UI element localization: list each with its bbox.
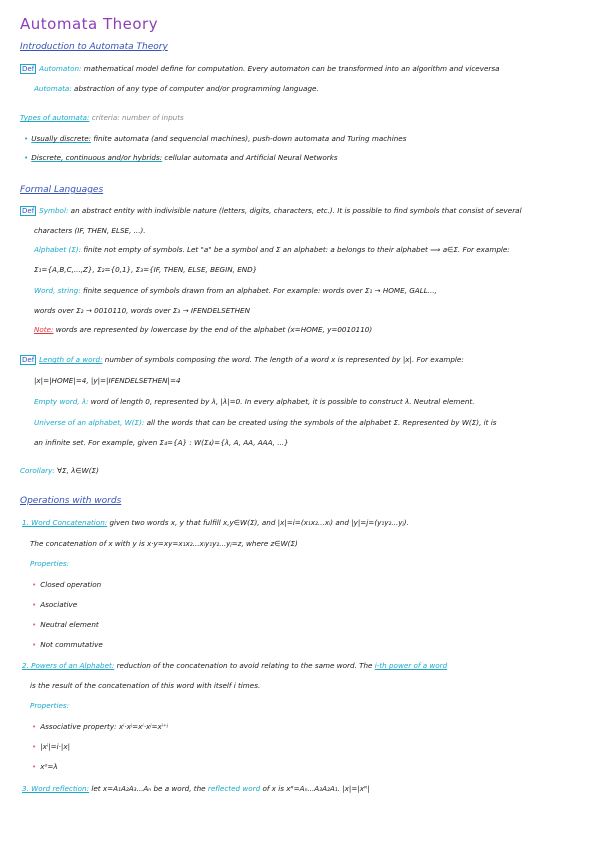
reflect-text2: of x is xᴿ=Aₙ...A₃A₂A₁. |x|=|xᴿ| [262, 784, 370, 793]
alphabet-definition [34, 245, 510, 255]
property-text: Closed operation [40, 580, 102, 589]
alphabet-examples: Σ₁={A,B,C,...,Z}, Σ₂={0,1}, Σ₃={IF, THEN, ELSE, BEGIN, END} [34, 265, 258, 274]
automata-text: abstraction of any type of computer and/or programming language. [74, 84, 319, 93]
types-bullet-1: • Usually discrete: finite automata (and sequencial machines), push-down automata and Turing machines [24, 134, 407, 143]
property-text: Neutral element [40, 620, 99, 629]
reflect-label: 3. Word reflection: [22, 784, 90, 793]
universe-label: Universe of an alphabet, W(Σ): [34, 418, 145, 427]
property-item: • |xⁱ|=i·|x| [32, 742, 71, 751]
automaton-text: mathematical model define for computation. Every automaton can be transformed into an algorithm and viceversa [83, 64, 500, 73]
note-text: words are represented by lowercase by the end of the alphabet (x=HOME, y=0010110) [55, 325, 373, 334]
powers-text: reduction of the concatenation to avoid relating to the same word. The [116, 661, 373, 670]
formal-heading: Formal Languages [20, 185, 104, 195]
types-criteria: criteria: number of inputs [91, 113, 184, 122]
property-item: • Asociative [32, 600, 78, 609]
property-text: x⁰=λ [40, 762, 58, 771]
alphabet-label: Alphabet (Σ): [34, 245, 82, 254]
bullet-label: Usually discrete: [31, 134, 92, 143]
universe-text-line2: an infinite set. For example, given Σ₄={A} : W(Σ₄)={λ, A, AA, AAA, ...} [34, 438, 289, 447]
alphabet-text: finite not empty of symbols. Let "a" be a symbol and Σ an alphabet: a belongs to their alphabet ⟹ a∈Σ. For example: [83, 245, 510, 254]
def-tag: Def [22, 356, 35, 364]
ops-heading: Operations with words [20, 496, 122, 506]
corollary [20, 466, 99, 476]
concat-text-line2: The concatenation of x with y is x·y=xy=x₁x₂...xᵢy₁y₂...yⱼ=z, where z∈W(Σ) [30, 539, 298, 548]
bullet-label: Discrete, continuous and/or hybrids: [31, 153, 163, 162]
automaton-definition [20, 64, 500, 74]
note-label: Note: [34, 325, 54, 334]
property-item: • Neutral element [32, 620, 99, 629]
reflect-text: let x=A₁A₂A₃...Aₙ be a word, the [91, 784, 206, 793]
word-text: finite sequence of symbols drawn from an alphabet. For example: words over Σ₁ → HOME, GALL..., [82, 286, 437, 295]
universe-definition [34, 418, 497, 428]
powers-text-line2: is the result of the concatenation of this word with itself i times. [30, 681, 261, 690]
property-item: • Not commutative [32, 640, 103, 649]
properties-label: Properties: [30, 559, 70, 568]
length-definition [20, 355, 464, 365]
property-text: |xⁱ|=i·|x| [40, 742, 71, 751]
concat-label: 1. Word Concatenation: [22, 518, 108, 527]
length-example: |x|=|HOME|=4, |y|=|IFENDELSETHEN|=4 [34, 376, 181, 385]
property-text: Associative property: xⁱ·xʲ=xⁱ·xʲ=xⁱ⁺ʲ [40, 722, 169, 731]
automaton-label: Automaton: [39, 64, 82, 73]
def-tag: Def [22, 65, 35, 73]
property-item: • Closed operation [32, 580, 102, 589]
corollary-label: Corollary: [20, 466, 55, 475]
symbol-text-line2: characters (IF, THEN, ELSE, ...). [34, 226, 146, 235]
intro-heading: Introduction to Automata Theory [20, 42, 168, 52]
automata-definition [34, 84, 319, 94]
reflect-highlight: reflected word [207, 784, 261, 793]
concat-definition [22, 518, 409, 528]
types-heading [20, 113, 184, 123]
powers-label: 2. Powers of an Alphabet: [22, 661, 115, 670]
property-item: • Associative property: xⁱ·xʲ=xⁱ·xʲ=xⁱ⁺ʲ [32, 722, 169, 731]
symbol-label: Symbol: [39, 206, 69, 215]
word-label: Word, string: [34, 286, 81, 295]
powers-highlight: i-th power of a word [374, 661, 448, 670]
property-text: Not commutative [40, 640, 103, 649]
length-label: Length of a word: [39, 355, 103, 364]
universe-text: all the words that can be created using the symbols of the alphabet Σ. Represented by W(Σ), it is [146, 418, 497, 427]
length-text: number of symbols composing the word. The length of a word x is represented by |x|. For example: [104, 355, 464, 364]
note [34, 325, 372, 335]
types-bullet-2: • Discrete, continuous and/or hybrids: cellular automata and Artificial Neural Networks [24, 153, 338, 162]
powers-definition [22, 661, 447, 671]
corollary-text: ∀Σ, λ∈W(Σ) [57, 466, 99, 475]
empty-label: Empty word, λ: [34, 397, 89, 406]
reflection-definition [22, 784, 370, 794]
word-text-line2: words over Σ₂ → 0010110, words over Σ₃ → IFENDELSETHEN [34, 306, 250, 315]
symbol-definition [20, 206, 522, 216]
concat-text: given two words x, y that fulfill x,y∈W(Σ), and |x|=i=(x₁x₂...xᵢ) and |y|=j=(y₁y₂...yⱼ). [109, 518, 409, 527]
bullet-text: cellular automata and Artificial Neural Networks [164, 153, 338, 162]
property-item: • x⁰=λ [32, 762, 58, 771]
symbol-text: an abstract entity with indivisible nature (letters, digits, characters, etc.). It is possible to find symbols that consist of several [70, 206, 522, 215]
property-text: Asociative [40, 600, 78, 609]
types-label: Types of automata: [20, 113, 90, 122]
automata-label: Automata: [34, 84, 72, 93]
empty-text: word of length 0, represented by λ, |λ|=0. In every alphabet, it is possible to construct λ. Neutral element. [90, 397, 475, 406]
bullet-text: finite automata (and sequencial machines), push-down automata and Turing machines [93, 134, 407, 143]
properties2-label: Properties: [30, 701, 70, 710]
def-tag: Def [22, 207, 35, 215]
empty-word-definition [34, 397, 475, 407]
page-title: Automata Theory [20, 15, 159, 33]
word-definition [34, 286, 437, 296]
